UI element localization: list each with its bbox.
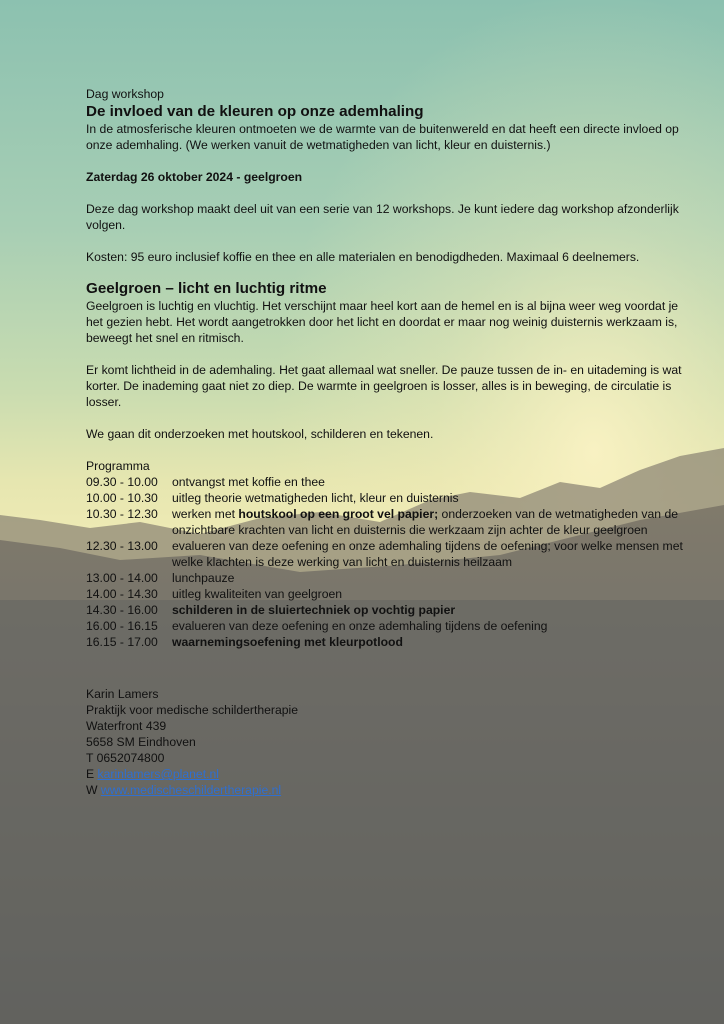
programma-desc bbox=[172, 506, 686, 538]
programma-row bbox=[86, 586, 686, 602]
contact-phone: T 0652074800 bbox=[86, 751, 165, 765]
intro-text: In de atmosferische kleuren ontmoeten we de warmte van de buitenwereld en dat heeft een directe invloed op onze ademhaling. (We werken vanuit de wetmatigheden van licht, kleur en duisternis.) bbox=[86, 122, 679, 152]
programma-time: 14.30 - 16.00 bbox=[86, 603, 158, 617]
programma-row bbox=[86, 506, 686, 538]
section-title: Geelgroen – licht en luchtig ritme bbox=[86, 280, 327, 297]
email-link[interactable]: karinlamers@planet.nl bbox=[97, 767, 219, 781]
programma-desc: uitleg theorie wetmatigheden licht, kleur en duisternis bbox=[172, 491, 459, 505]
programma-desc: lunchpauze bbox=[172, 571, 235, 585]
programma-desc-bold: houtskool op een groot vel papier; bbox=[238, 507, 439, 521]
series-text: Deze dag workshop maakt deel uit van een serie van 12 workshops. Je kunt iedere dag workshop afzonderlijk volgen. bbox=[86, 202, 679, 232]
contact-web-line bbox=[86, 782, 686, 798]
section-paragraph-2: Er komt lichtheid in de ademhaling. Het gaat allemaal wat sneller. De pauze tussen de in- en uitademing is wat korter. De inademing gaat niet zo diep. De warmte in geelgroen is losser, alles is in beweging, de circulatie is losser. bbox=[86, 363, 682, 409]
contact-name: Karin Lamers bbox=[86, 687, 159, 701]
contact-block bbox=[86, 686, 686, 798]
programma-desc-post: onderzoeken van de wetmatigheden van de onzichtbare krachten van licht en duisternis die werkzaam zijn achter de kleur geelgroen bbox=[172, 507, 679, 537]
programma-table bbox=[86, 474, 686, 650]
programma-desc: schilderen in de sluiertechniek op vochtig papier bbox=[172, 603, 456, 617]
programma-time: 16.00 - 16.15 bbox=[86, 619, 158, 633]
programma-time: 13.00 - 14.00 bbox=[86, 571, 158, 585]
programma-desc: waarnemingsoefening met kleurpotlood bbox=[172, 635, 403, 649]
programma-row bbox=[86, 570, 686, 586]
programma-time: 14.00 - 14.30 bbox=[86, 587, 158, 601]
event-date: Zaterdag 26 oktober 2024 - geelgroen bbox=[86, 170, 303, 184]
contact-city: 5658 SM Eindhoven bbox=[86, 735, 196, 749]
programma-row bbox=[86, 602, 686, 618]
contact-practice: Praktijk voor medische schildertherapie bbox=[86, 703, 299, 717]
flyer-content bbox=[86, 86, 686, 798]
programma-desc: ontvangst met koffie en thee bbox=[172, 475, 325, 489]
website-link[interactable]: www.medischeschildertherapie.nl bbox=[100, 783, 282, 797]
email-prefix: E bbox=[86, 767, 95, 781]
programma-time: 10.30 - 12.30 bbox=[86, 507, 158, 521]
programma-desc: uitleg kwaliteiten van geelgroen bbox=[172, 587, 343, 601]
programma-row bbox=[86, 618, 686, 634]
contact-email-line bbox=[86, 766, 686, 782]
programma-desc: evalueren van deze oefening en onze ademhaling tijdens de oefening bbox=[172, 619, 548, 633]
programma-time: 12.30 - 13.00 bbox=[86, 539, 158, 553]
section-paragraph-3: We gaan dit onderzoeken met houtskool, schilderen en tekenen. bbox=[86, 427, 434, 441]
programma-time: 16.15 - 17.00 bbox=[86, 635, 158, 649]
programma-row bbox=[86, 490, 686, 506]
contact-street: Waterfront 439 bbox=[86, 719, 167, 733]
programma-desc-pre: werken met bbox=[172, 507, 239, 521]
section-paragraph-1: Geelgroen is luchtig en vluchtig. Het verschijnt maar heel kort aan de hemel en is al bijna weer weg voordat je het gezien hebt. Het wordt aangetrokken door het licht en doordat er maar nog weinig duisternis werkzaam is, beweegt het snel en ritmisch. bbox=[86, 299, 679, 345]
workshop-title: De invloed van de kleuren op onze ademhaling bbox=[86, 103, 424, 120]
programma-time: 10.00 - 10.30 bbox=[86, 491, 158, 505]
web-prefix: W bbox=[86, 783, 98, 797]
programma-row bbox=[86, 538, 686, 570]
programma-desc: evalueren van deze oefening en onze ademhaling tijdens de oefening; voor welke mensen met welke klachten is deze werking van licht en duisternis heilzaam bbox=[172, 539, 683, 569]
programma-time: 09.30 - 10.00 bbox=[86, 475, 158, 489]
programma-label: Programma bbox=[86, 459, 150, 473]
costs-text: Kosten: 95 euro inclusief koffie en thee en alle materialen en benodigdheden. Maximaal 6 deelnemers. bbox=[86, 250, 640, 264]
programma-row bbox=[86, 474, 686, 490]
workshop-subtitle: Dag workshop bbox=[86, 87, 164, 101]
programma-row bbox=[86, 634, 686, 650]
